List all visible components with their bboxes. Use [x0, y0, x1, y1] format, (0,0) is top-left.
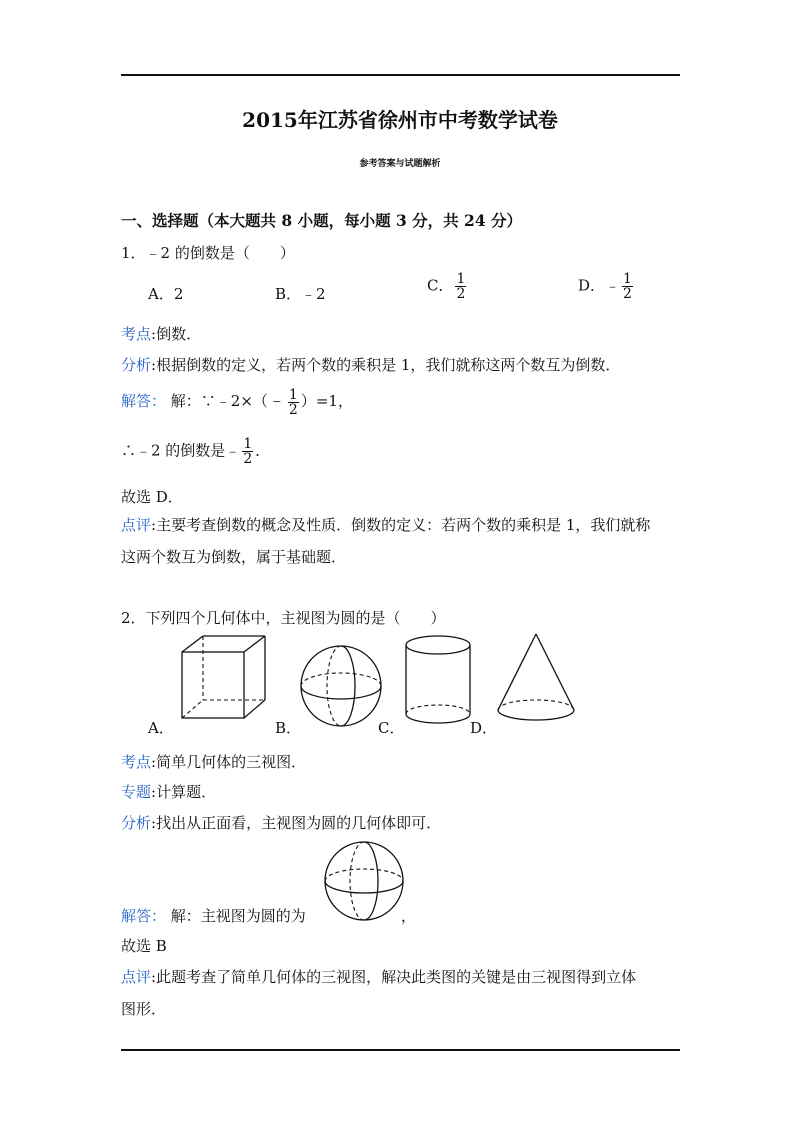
q1-option-b: B．﹣2 — [275, 285, 326, 303]
fraction-denominator: 2 — [623, 286, 632, 302]
dianping-label: 点评 — [121, 516, 152, 534]
top-rule — [121, 74, 680, 76]
q2-dianping-line2: 图形． — [121, 1000, 167, 1018]
fenxi-label: 分析 — [121, 814, 152, 832]
q2-choice: 故选 B — [121, 937, 167, 955]
zhuanti-text: :计算题． — [151, 783, 217, 801]
q1-kaodian — [121, 323, 201, 344]
jieda-minus: ﹣ — [267, 390, 286, 411]
fraction-numerator: 1 — [456, 271, 466, 287]
q2-label-a: A． — [148, 719, 174, 737]
zhuanti-label: 专题 — [121, 783, 152, 801]
page-subtitle: 参考答案与试题解析 — [359, 159, 441, 169]
kaodian-label: 考点 — [121, 325, 152, 343]
q1-option-c — [427, 272, 468, 301]
fraction-numerator: 1 — [243, 436, 253, 452]
q1-fenxi — [121, 354, 620, 375]
sphere-figure — [298, 643, 388, 733]
answer-sphere-figure — [322, 839, 412, 929]
q1-option-d-prefix: D．﹣ — [578, 276, 621, 295]
therefore-text-a: ∴﹣2 的倒数是﹣ — [121, 441, 241, 460]
q1-option-c-prefix: C． — [427, 276, 454, 295]
kaodian-text: :倒数． — [151, 325, 202, 343]
kaodian-text: :简单几何体的三视图． — [151, 753, 307, 771]
q1-therefore — [121, 437, 270, 466]
jieda-text: 解：主视图为圆的为 — [170, 907, 306, 925]
fraction-denominator: 2 — [288, 401, 298, 418]
q2-fenxi — [121, 812, 441, 833]
dianping-line1: :主要考查倒数的概念及性质．倒数的定义：若两个数的乘积是 1，我们就称 — [151, 516, 651, 534]
fraction-denominator: 2 — [456, 286, 466, 302]
cube-figure — [178, 634, 278, 724]
q1-dianping-line2: 这两个数互为倒数，属于基础题． — [121, 548, 347, 566]
jieda-label: 解答： — [121, 392, 167, 410]
q2-dianping — [121, 966, 636, 987]
q2-stem: 2．下列四个几何体中，主视图为圆的是（ ） — [121, 609, 446, 627]
fraction-numerator: 1 — [288, 386, 298, 403]
cylinder-figure — [404, 634, 484, 729]
jieda-text-b: ）=1， — [300, 392, 353, 410]
cone-figure — [494, 632, 584, 727]
therefore-text-b: ． — [255, 441, 271, 460]
q2-label-d: D． — [470, 719, 498, 737]
q2-label-c: C． — [378, 719, 405, 737]
q2-label-b: B． — [275, 719, 302, 737]
dianping-line1: :此题考查了简单几何体的三视图，解决此类图的关键是由三视图得到立体 — [151, 968, 637, 986]
q1-dianping — [121, 514, 650, 535]
q1-option-c-fraction — [455, 272, 466, 301]
fenxi-text: :根据倒数的定义，若两个数的乘积是 1，我们就称这两个数互为倒数． — [151, 356, 621, 374]
fraction-denominator: 2 — [243, 451, 253, 467]
section-heading: 一、选择题（本大题共 8 小题，每小题 3 分，共 24 分） — [121, 211, 523, 230]
fenxi-text: :找出从正面看，主视图为圆的几何体即可． — [151, 814, 442, 832]
q1-stem: 1．﹣2 的倒数是（ ） — [121, 244, 295, 262]
jieda-text-a: 解：∵﹣2×（ — [170, 392, 268, 410]
q1-option-d — [578, 272, 635, 301]
fraction-numerator: 1 — [623, 271, 632, 287]
q2-zhuanti — [121, 781, 216, 802]
jieda-label: 解答： — [121, 907, 167, 925]
q1-option-a: A．2 — [148, 285, 184, 303]
therefore-fraction — [242, 437, 253, 466]
q2-jieda-comma: ， — [401, 907, 417, 925]
q1-jieda — [121, 386, 353, 417]
dianping-label: 点评 — [121, 968, 152, 986]
jieda-fraction — [288, 388, 299, 417]
q1-option-d-fraction — [622, 272, 633, 301]
bottom-rule — [121, 1049, 680, 1051]
fenxi-label: 分析 — [121, 356, 152, 374]
q1-choice: 故选 D． — [121, 488, 183, 506]
kaodian-label: 考点 — [121, 753, 152, 771]
page-title: 2015年江苏省徐州市中考数学试卷 — [242, 108, 558, 132]
q2-jieda — [121, 905, 306, 926]
q2-kaodian — [121, 751, 306, 772]
